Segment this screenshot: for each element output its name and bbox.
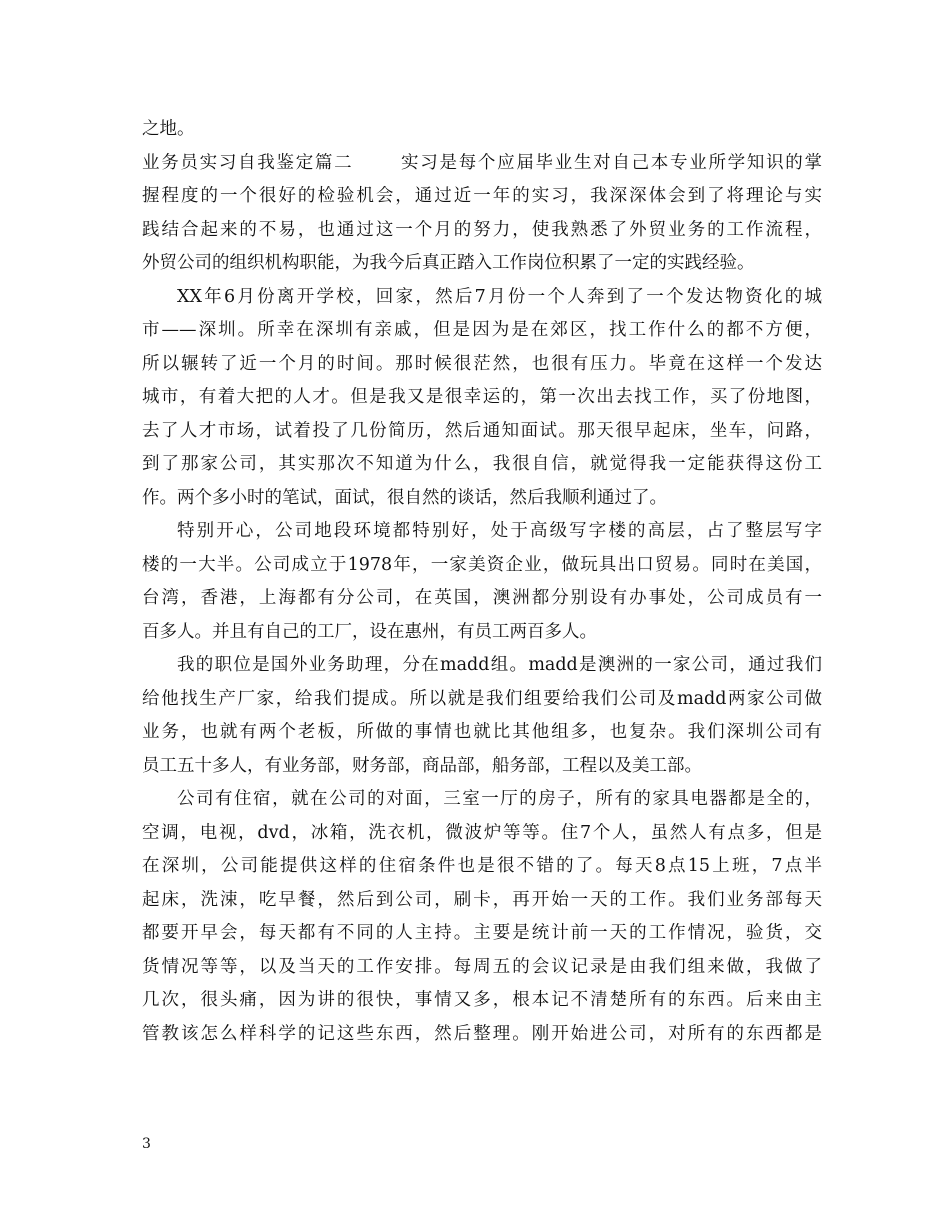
line-text: 践结合起来的不易，也通过这一个月的努力，使我熟悉了外贸业务的工作流程， [142,219,822,240]
text-line [142,616,822,650]
line-text: 几次，很头痛，因为讲的很快，事情又多，根本记不清楚所有的东西。后来由主 [142,990,822,1010]
line-text: 握程度的一个很好的检验机会，通过近一年的实习，我深深体会到了将理论与实 [142,186,822,206]
line-text: 员工五十多人，有业务部，财务部，商品部，船务部，工程以及美工部。 [142,755,702,776]
line-text: 在深圳，公司能提供这样的住宿条件也是很不错的了。每天8点15上班，7点半 [142,856,822,876]
line-text: 城市，有着大把的人才。但是我又是很幸运的，第一次出去找工作，买了份地图， [142,387,822,407]
text-line [142,750,822,784]
text-line [142,783,822,817]
line-text: 给他找生产厂家，给我们提成。所以就是我们组要给我们公司及madd两家公司做 [142,688,822,709]
line-text: 公司有住宿，就在公司的对面，三室一厅的房子，所有的家具电器都是全的， [177,789,822,809]
text-line [142,113,822,147]
line-text: 所以辗转了近一个月的时间。那时候很茫然，也很有压力。毕竟在这样一个发达 [142,353,822,374]
text-line [142,281,822,315]
text-line [142,951,822,985]
line-text: 外贸公司的组织机构职能，为我今后真正踏入工作岗位积累了一定的实践经验。 [142,253,755,273]
section-heading: 业务员实习自我鉴定篇二 [142,152,354,173]
line-text: 之地。 [142,119,195,139]
line-text: 我的职位是国外业务助理，分在madd组。madd是澳洲的一家公司，通过我们 [177,655,822,675]
line-text: 台湾，香港，上海都有分公司，在英国，澳洲都分别设有办事处，公司成员有一 [142,588,822,608]
line-text: 百多人。并且有自己的工厂，设在惠州，有员工两百多人。 [142,621,597,642]
page-number: 3 [142,1136,151,1152]
line-text: 楼的一大半。公司成立于1978年，一家美资企业，做玩具出口贸易。同时在美国， [142,554,822,575]
line-text: 业务，也就有两个老板，所做的事情也就比其他组多，也复杂。我们深圳公司有 [142,722,822,742]
line-text: 到了那家公司，其实那次不知道为什么，我很自信，就觉得我一定能获得这份工 [142,454,822,474]
line-text: 管教该怎么样科学的记这些东西，然后整理。刚开始进公司，对所有的东西都是 [142,1023,822,1044]
text-line [142,348,822,382]
line-text: 特别开心，公司地段环境都特别好，处于高级写字楼的高层，占了整层写字 [177,521,822,541]
line-text: 实习是每个应届毕业生对自己本专业所学知识的掌 [399,152,823,173]
text-line [142,247,822,281]
text-line [142,314,822,348]
line-text: 空调，电视，dvd，冰箱，洗衣机，微波炉等等。住7个人，虽然人有点多，但是 [142,822,822,843]
line-text: 作。两个多小时的笔试，面试，很自然的谈话，然后我顺利通过了。 [142,487,667,508]
text-line [142,917,822,951]
line-text: 去了人才市场，试着投了几份简历，然后通知面试。那天很早起床，坐车，问路， [142,420,822,441]
text-line [142,180,822,214]
text-line [142,817,822,851]
text-line [142,482,822,516]
text-line [142,850,822,884]
text-line [142,649,822,683]
text-line [142,1018,822,1052]
line-text: 起床，洗涑，吃早餐，然后到公司，刷卡，再开始一天的工作。我们业务部每天 [142,889,822,910]
line-text: XX年6月份离开学校，回家，然后7月份一个人奔到了一个发达物资化的城 [177,286,822,307]
section-heading-line [142,147,822,181]
document-body [142,113,822,1051]
text-line [142,448,822,482]
text-line [142,984,822,1018]
text-line [142,381,822,415]
text-line [142,683,822,717]
text-line [142,716,822,750]
text-line [142,415,822,449]
text-line [142,214,822,248]
text-line [142,884,822,918]
line-text: 货情况等等，以及当天的工作安排。每周五的会议记录是由我们组来做，我做了 [142,956,822,977]
line-text: 都要开早会，每天都有不同的人主持。主要是统计前一天的工作情况，验货，交 [142,923,822,943]
line-text: 市——深圳。所幸在深圳有亲戚，但是因为是在郊区，找工作什么的都不方便， [142,320,822,340]
text-line [142,549,822,583]
text-line [142,582,822,616]
text-line [142,515,822,549]
